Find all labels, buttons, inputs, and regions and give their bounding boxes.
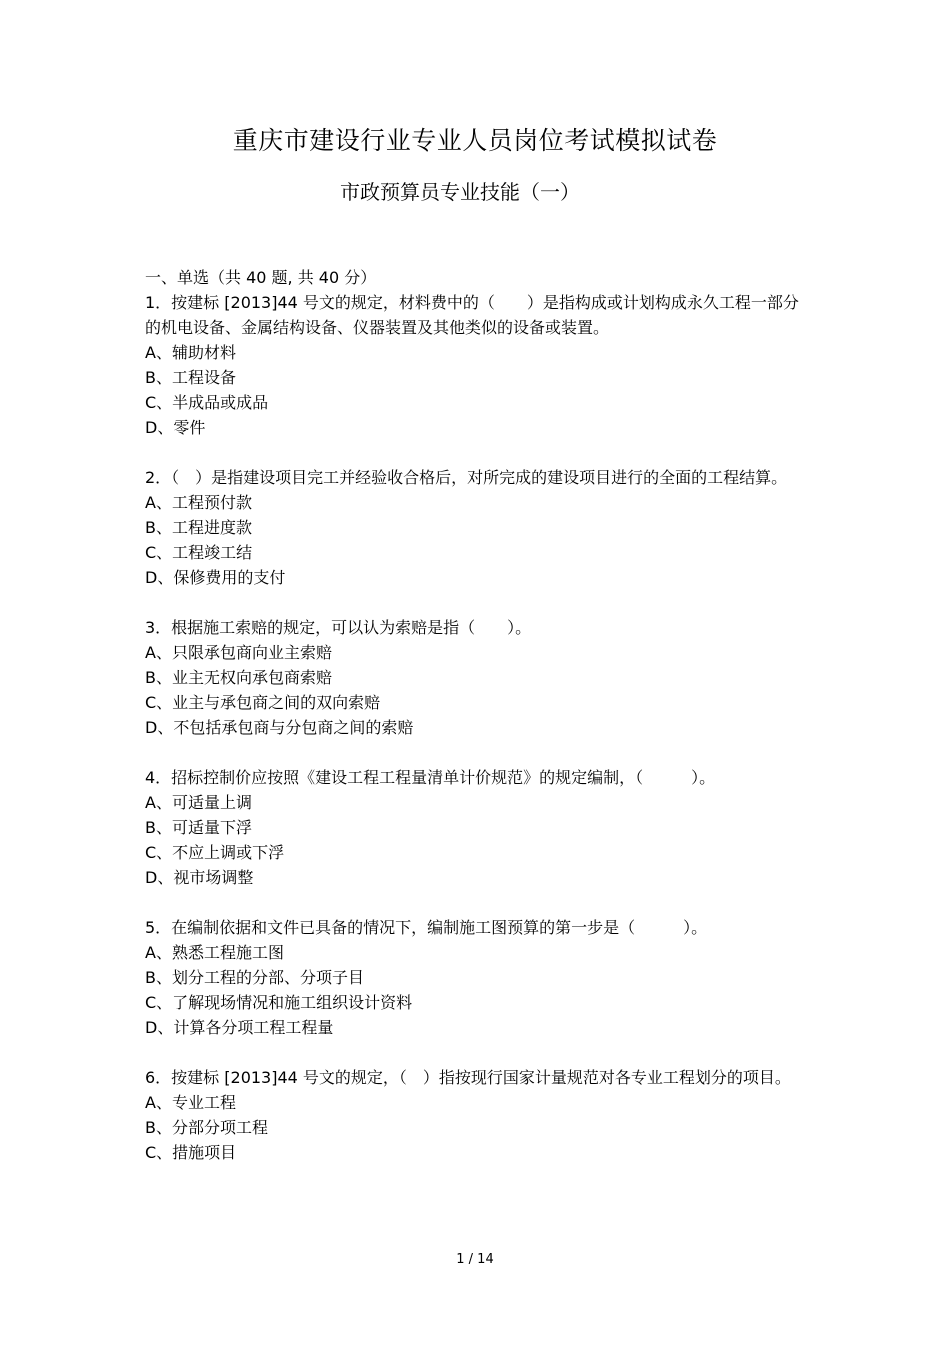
question-stem: 3．根据施工索赔的规定，可以认为索赔是指（ ）。 [145,618,532,637]
document-subtitle: 市政预算员专业技能（一） [340,180,580,204]
question-stem: 6．按建标 [2013]44 号文的规定，（ ）指按现行国家计量规范对各专业工程划分的项目。 [145,1068,791,1087]
document-title: 重庆市建设行业专业人员岗位考试模拟试卷 [232,126,718,155]
question-stem: 4．招标控制价应按照《建设工程工程量清单计价规范》的规定编制，（ ）。 [145,768,716,787]
option-a: A、熟悉工程施工图 [145,943,284,962]
question-stem: 2．（ ）是指建设项目完工并经验收合格后，对所完成的建设项目进行的全面的工程结算。 [145,468,788,487]
question-1 [145,290,810,440]
question-stem: 5．在编制依据和文件已具备的情况下，编制施工图预算的第一步是（ ）。 [145,918,708,937]
option-b: B、可适量下浮 [145,818,252,837]
option-a: A、专业工程 [145,1093,236,1112]
option-d: D、计算各分项工程工程量 [145,1018,334,1037]
option-c: C、业主与承包商之间的双向索赔 [145,693,381,712]
option-c: C、工程竣工结 [145,543,253,562]
section-heading: 一、单选（共 40 题, 共 40 分） [145,268,377,287]
question-list [145,265,810,1190]
question-3 [145,615,810,740]
question-2 [145,465,810,590]
option-d: D、保修费用的支付 [145,568,286,587]
option-c: C、半成品或成品 [145,393,269,412]
option-c: C、措施项目 [145,1143,237,1162]
option-b: B、业主无权向承包商索赔 [145,668,332,687]
option-d: D、视市场调整 [145,868,254,887]
option-a: A、辅助材料 [145,343,236,362]
option-d: D、不包括承包商与分包商之间的索赔 [145,718,414,737]
option-b: B、划分工程的分部、分项子目 [145,968,364,987]
option-a: A、只限承包商向业主索赔 [145,643,332,662]
option-b: B、工程设备 [145,368,236,387]
question-5 [145,915,810,1040]
question-stem: 1．按建标 [2013]44 号文的规定，材料费中的（ ）是指构成或计划构成永久工程一部分的机电设备、金属结构设备、仪器装置及其他类似的设备或装置。 [145,293,799,337]
question-4 [145,765,810,890]
option-b: B、工程进度款 [145,518,252,537]
option-a: A、可适量上调 [145,793,252,812]
page-indicator: 1 / 14 [456,1252,494,1267]
option-c: C、不应上调或下浮 [145,843,285,862]
option-a: A、工程预付款 [145,493,252,512]
option-b: B、分部分项工程 [145,1118,268,1137]
option-c: C、了解现场情况和施工组织设计资料 [145,993,413,1012]
question-6 [145,1065,810,1165]
option-d: D、零件 [145,418,206,437]
